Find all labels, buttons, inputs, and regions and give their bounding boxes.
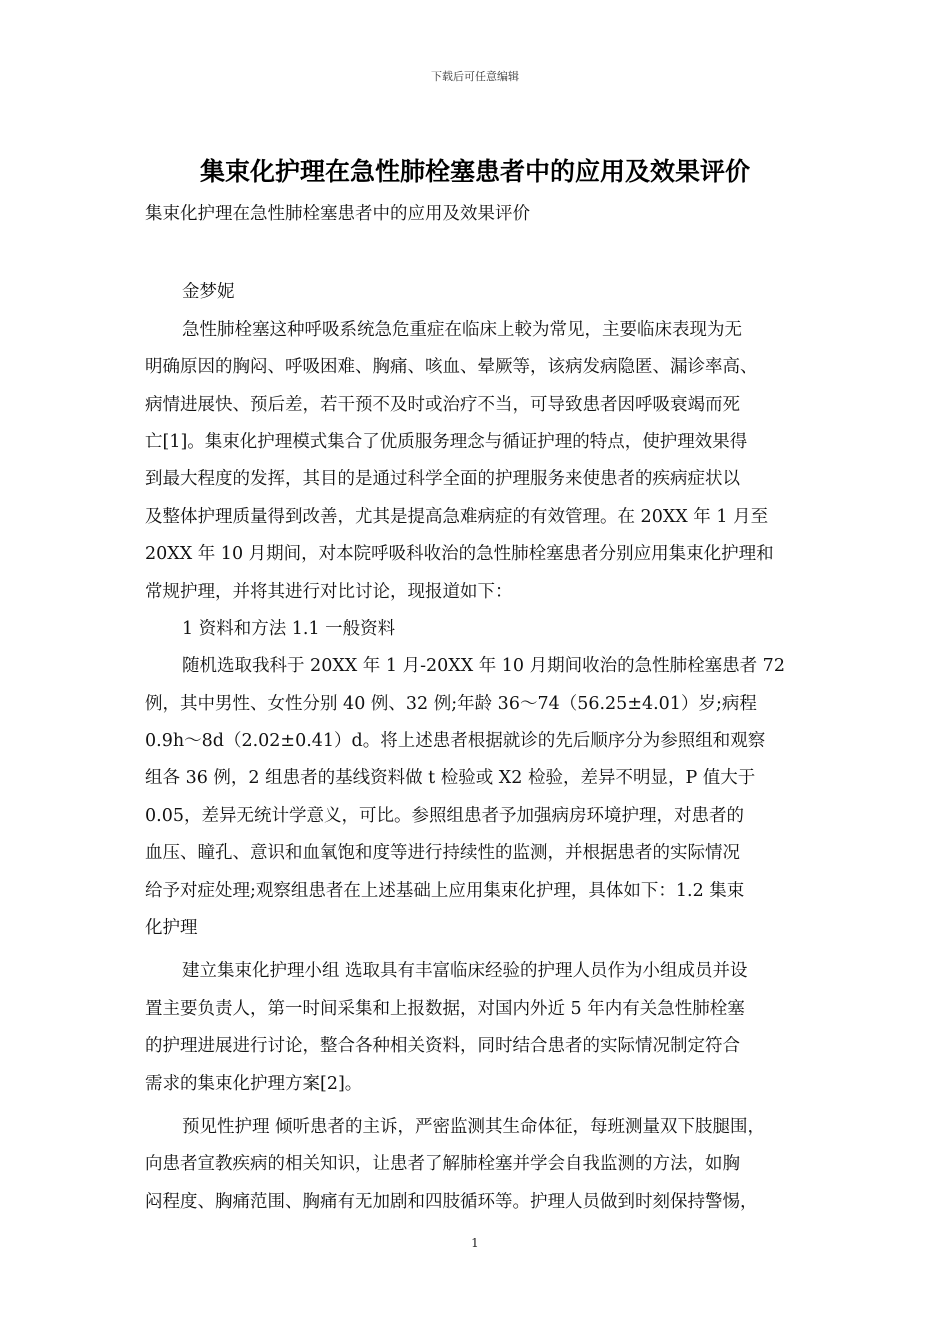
paragraph-predictive-nursing <box>145 1109 810 1221</box>
paragraph-line: 建立集束化护理小组 选取具有丰富临床经验的护理人员作为小组成员并设 <box>182 961 748 982</box>
paragraph-line: 闷程度、胸痛范围、胸痛有无加剧和四肢循环等。护理人员做到时刻保持警惕， <box>145 1191 758 1212</box>
paragraph-line: 到最大程度的发挥，其目的是通过科学全面的护理服务来使患者的疾病症状以 <box>145 469 740 490</box>
paragraph-line: 0.05，差异无统计学意义，可比。参照组患者予加强病房环境护理，对患者的 <box>145 805 744 826</box>
paragraph-line: 向患者宣教疾病的相关知识，让患者了解肺栓塞并学会自我监测的方法，如胸 <box>145 1154 740 1175</box>
paragraph-line: 明确原因的胸闷、呼吸困难、胸痛、咳血、晕厥等，该病发病隐匿、漏诊率高、 <box>145 357 758 378</box>
paragraph-line: 血压、瞳孔、意识和血氧饱和度等进行持续性的监测，并根据患者的实际情况 <box>145 843 740 864</box>
page-number: 1 <box>471 1236 479 1250</box>
paragraph-intro <box>145 312 810 611</box>
section-heading: 1 资料和方法 1.1 一般资料 <box>182 618 396 639</box>
paragraph-line: 置主要负责人，第一时间采集和上报数据，对国内外近 5 年内有关急性肺栓塞 <box>145 998 745 1019</box>
author-name: 金梦妮 <box>182 282 235 303</box>
paragraph-line: 需求的集束化护理方案[2]。 <box>145 1073 363 1094</box>
paragraph-line: 急性肺栓塞这种呼吸系统急危重症在临床上較为常见，主要临床表现为无 <box>182 319 742 340</box>
header-note: 下载后可任意编辑 <box>431 70 519 83</box>
paragraph-line: 随机选取我科于 20XX 年 1 月-20XX 年 10 月期间收治的急性肺栓塞患者 72 <box>182 656 785 677</box>
paragraph-nursing-team <box>145 953 810 1103</box>
paragraph-line: 常规护理，并将其进行对比讨论，现报道如下： <box>145 581 513 602</box>
paragraph-line: 化护理 <box>145 918 198 939</box>
paragraph-line: 及整体护理质量得到改善，尤其是提高急难病症的有效管理。在 20XX 年 1 月至 <box>145 506 769 527</box>
document-title: 集束化护理在急性肺栓塞患者中的应用及效果评价 <box>199 157 750 186</box>
paragraph-line: 的护理进展进行讨论，整合各种相关资料，同时结合患者的实际情况制定符合 <box>145 1036 740 1057</box>
paragraph-line: 例，其中男性、女性分别 40 例、32 例;年龄 36～74（56.25±4.01）岁;病程 <box>145 693 757 714</box>
paragraph-line: 组各 36 例，2 组患者的基线资料做 t 检验或 X2 检验，差异不明显，P 值大于 <box>145 768 756 789</box>
paragraph-general-info <box>145 648 810 947</box>
paragraph-line: 给予对症处理;观察组患者在上述基础上应用集束化护理，具体如下：1.2 集束 <box>145 880 745 901</box>
paragraph-line: 预见性护理 倾听患者的主诉，严密监测其生命体征，每班测量双下肢腿围， <box>182 1116 766 1137</box>
paragraph-line: 亡[1]。集束化护理模式集合了优质服务理念与循证护理的特点，使护理效果得 <box>145 431 748 452</box>
paragraph-line: 病情进展快、预后差，若干预不及时或治疗不当，可导致患者因呼吸衰竭而死 <box>145 394 740 415</box>
paragraph-line: 20XX 年 10 月期间，对本院呼吸科收治的急性肺栓塞患者分别应用集束化护理和 <box>145 544 774 565</box>
document-subtitle: 集束化护理在急性肺栓塞患者中的应用及效果评价 <box>145 204 530 224</box>
paragraph-line: 0.9h～8d（2.02±0.41）d。将上述患者根据就诊的先后顺序分为参照组和观察 <box>145 731 766 752</box>
document-body <box>145 196 810 1221</box>
